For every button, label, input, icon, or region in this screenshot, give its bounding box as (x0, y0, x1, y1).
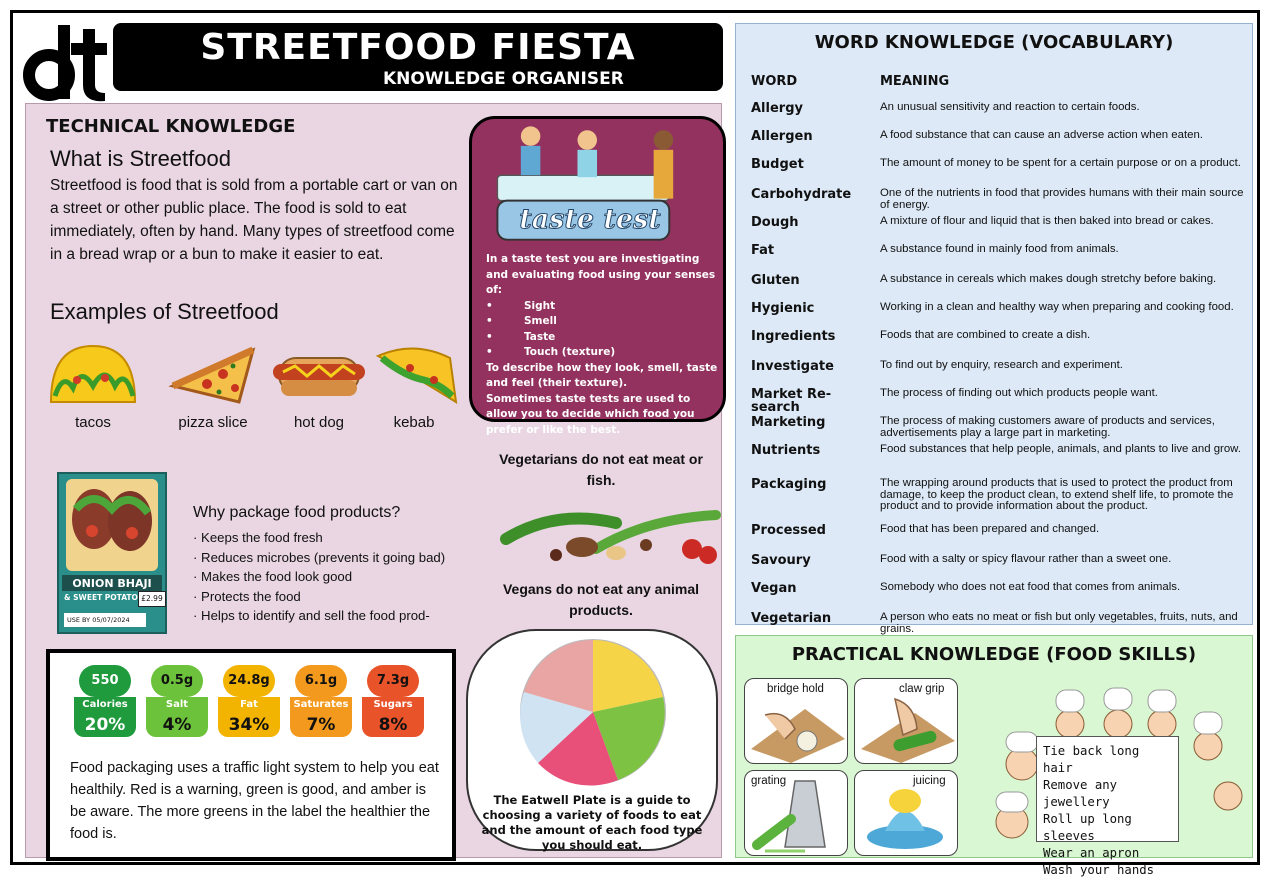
traffic-value: 7.3g (367, 665, 419, 697)
vegetarian-text: Vegetarians do not eat meat or fish. (499, 451, 703, 488)
traffic-value: 24.8g (223, 665, 275, 697)
vocab-word: Savoury (751, 553, 811, 568)
table-row (736, 360, 1252, 389)
technical-heading: TECHNICAL KNOWLEDGE (46, 116, 296, 137)
taste-test-banner: taste test (519, 204, 661, 235)
vocabulary-panel (735, 23, 1253, 635)
table-row (736, 102, 1252, 131)
table-row (736, 554, 1252, 583)
example-label: hot dog (293, 414, 345, 431)
list-item: Roll up long sleeves (1043, 812, 1132, 843)
eatwell-plate-icon (498, 637, 688, 787)
vocab-word: Vegetarian (751, 611, 832, 626)
vocab-meaning: The wrapping around products that is used to protect the product from damage, to keep the product clean, to extend shelf life, to promote the product and to provide information about the product. (880, 477, 1234, 513)
vocab-meaning: An unusual sensitivity and reaction to certain foods. (880, 101, 1140, 113)
traffic-value: 0.5g (151, 665, 203, 697)
vocab-meaning: The amount of money to be spent for a certain purpose or on a product. (880, 157, 1241, 169)
taste-test-intro: In a taste test you are investigating and evaluating food using your senses of: (486, 253, 716, 296)
vocab-column-word: WORD (751, 74, 798, 89)
package-product: ONION BHAJI (72, 577, 152, 590)
vocab-meaning: A mixture of flour and liquid that is then baked into bread or cakes. (880, 215, 1214, 227)
table-row (736, 388, 1252, 417)
example-label: tacos (75, 414, 111, 431)
traffic-name: Sugars (362, 697, 424, 713)
vocab-meaning: The process of making customers aware of products and services, advertisements play a large part in marketing. (880, 415, 1215, 439)
taste-test-box (469, 116, 726, 436)
package-use-by: USE BY 05/07/2024 (64, 613, 146, 627)
traffic-item-saturates (290, 665, 352, 737)
vocab-column-meaning: MEANING (880, 74, 950, 89)
table-row (736, 188, 1252, 217)
example-hot-dog (264, 336, 374, 431)
vocab-word: Investigate (751, 359, 834, 374)
vocab-word: Processed (751, 523, 826, 538)
list-item: • Taste (486, 330, 718, 346)
traffic-percent: 8% (362, 713, 424, 737)
why-package-list (193, 528, 445, 626)
examples-heading: Examples of Streetfood (50, 299, 279, 324)
vocab-word: Carbohydrate (751, 187, 852, 202)
vocab-meaning: Food substances that help people, animals, and plants to live and grow. (880, 443, 1241, 455)
skill-label: juicing (913, 775, 946, 787)
vocab-meaning: A food substance that can cause an adverse action when eaten. (880, 129, 1203, 141)
list-item: · Protects the food (193, 588, 301, 604)
vocab-word: Market Re-search (751, 387, 832, 415)
list-item: · Helps to identify and sell the food prod- (193, 608, 430, 623)
title-bar (113, 23, 723, 91)
practical-panel (735, 635, 1253, 877)
table-row (736, 524, 1252, 553)
traffic-percent: 20% (74, 713, 136, 737)
eatwell-plate-box (466, 629, 718, 851)
traffic-item-fat (218, 665, 280, 737)
vocab-word: Budget (751, 157, 804, 172)
table-row (736, 216, 1252, 245)
traffic-name: Calories (74, 697, 136, 713)
skill-label: bridge hold (767, 683, 824, 695)
traffic-value: 550 (79, 665, 131, 697)
vegan-text: Vegans do not eat any animal products. (502, 581, 700, 618)
kebab-icon (364, 336, 464, 408)
example-kebab (359, 336, 469, 431)
vocab-meaning: A person who eats no meat or fish but only vegetables, fruits, nuts, and grains. (880, 611, 1238, 635)
taste-test-text (486, 252, 718, 438)
traffic-value: 6.1g (295, 665, 347, 697)
eatwell-plate-text: The Eatwell Plate is a guide to choosing a variety of foods to eat and the amount of each food type you should eat. (481, 793, 703, 852)
vocabulary-title: WORD KNOWLEDGE (VOCABULARY) (814, 32, 1174, 53)
list-item: • Smell (486, 314, 718, 330)
table-row (736, 330, 1252, 359)
what-is-streetfood-heading: What is Streetfood (50, 146, 231, 171)
table-row (736, 444, 1252, 473)
list-item: · Keeps the food fresh (193, 530, 323, 545)
hygiene-rules-sign (1036, 736, 1179, 877)
vocab-word: Fat (751, 243, 775, 258)
vocab-word: Allergy (751, 101, 803, 116)
vocab-meaning: Food with a salty or spicy flavour rather than a sweet one. (880, 553, 1172, 565)
pizza-slice-icon (163, 336, 263, 408)
skill-claw-grip (854, 678, 958, 764)
list-item: • Touch (texture) (486, 345, 718, 361)
table-row (736, 130, 1252, 159)
skill-label: grating (751, 775, 787, 787)
example-pizza (158, 336, 268, 431)
skill-juicing (854, 770, 958, 856)
taste-test-p2: To describe how they look, smell, taste and feel (their texture). (486, 361, 718, 389)
list-item: Wear an apron (1043, 846, 1140, 860)
skill-grating (744, 770, 848, 856)
technical-panel (25, 103, 722, 858)
table-row (736, 158, 1252, 187)
table-row (736, 274, 1252, 303)
vocab-meaning: The process of finding out which products people want. (880, 387, 1158, 399)
practical-title: PRACTICAL KNOWLEDGE (FOOD SKILLS) (791, 644, 1197, 665)
list-item: · Makes the food look good (193, 569, 353, 584)
vocab-meaning: Working in a clean and healthy way when preparing and cooking food. (880, 301, 1234, 313)
page-subtitle: KNOWLEDGE ORGANISER (383, 69, 624, 89)
traffic-name: Fat (218, 697, 280, 713)
skill-bridge-hold (744, 678, 848, 764)
package-price: £2.99 (138, 591, 166, 607)
dt-logo (25, 23, 109, 103)
traffic-percent: 4% (146, 713, 208, 737)
page-frame (10, 10, 1260, 877)
vocab-meaning: A substance in cereals which makes dough stretchy before baking. (880, 273, 1217, 285)
vocab-meaning: A substance found in mainly food from animals. (880, 243, 1119, 255)
traffic-name: Salt (146, 697, 208, 713)
traffic-name: Saturates (290, 697, 352, 713)
senses-list (486, 299, 718, 361)
hot-dog-icon (269, 336, 369, 408)
example-tacos (38, 336, 148, 431)
example-label: pizza slice (178, 414, 248, 431)
package-product-sub: & SWEET POTATO (64, 593, 138, 602)
traffic-item-salt (146, 665, 208, 737)
vocab-word: Gluten (751, 273, 800, 288)
vocab-word: Marketing (751, 415, 826, 430)
taste-test-p3: Sometimes taste tests are used to allow you to decide which food you prefer or like the best. (486, 392, 695, 436)
traffic-light-label-box (46, 649, 456, 861)
traffic-percent: 7% (290, 713, 352, 737)
vocab-word: Allergen (751, 129, 813, 144)
vocab-word: Dough (751, 215, 799, 230)
example-label: kebab (393, 414, 435, 431)
traffic-light-text: Food packaging uses a traffic light system to help you eat healthily. Red is a warning, green is good, and amber is be aware. The more greens in the label the healthier the food is. (70, 760, 439, 842)
list-item: · Reduces microbes (prevents it going bad) (193, 549, 446, 565)
vocab-meaning: Somebody who does not eat food that comes from animals. (880, 581, 1181, 593)
table-row (736, 416, 1252, 445)
list-item: Remove any jewellery (1043, 778, 1118, 809)
table-row (736, 244, 1252, 273)
table-row (736, 477, 1252, 513)
vocab-word: Ingredients (751, 329, 836, 344)
list-item: • Sight (486, 299, 718, 315)
why-package-title: Why package food products? (193, 504, 401, 521)
taco-icon (43, 336, 143, 408)
page-title: STREETFOOD FIESTA (200, 27, 636, 68)
vocab-word: Hygienic (751, 301, 815, 316)
vegetables-illustration (496, 489, 726, 569)
skill-label: claw grip (899, 683, 945, 695)
vocab-word: Vegan (751, 581, 797, 596)
traffic-item-calories (74, 665, 136, 737)
list-item: Wash your hands (1043, 863, 1155, 877)
vocab-meaning: One of the nutrients in food that provides humans with their main source of energy. (880, 187, 1244, 211)
vocab-meaning: Food that has been prepared and changed. (880, 523, 1100, 535)
vocab-word: Nutrients (751, 443, 821, 458)
list-item: Tie back long hair (1043, 744, 1140, 775)
vocab-meaning: To find out by enquiry, research and experiment. (880, 359, 1123, 371)
traffic-item-sugars (362, 665, 424, 737)
vocab-meaning: Foods that are combined to create a dish. (880, 329, 1091, 341)
table-row (736, 302, 1252, 331)
vocab-word: Packaging (751, 477, 827, 492)
what-is-streetfood-text: Streetfood is food that is sold from a portable cart or van on a street or other public place. The food is sold to eat immediately, often by hand. Many types of streetfood come in a bread wrap or a bun to make it easier to eat. (50, 177, 458, 263)
onion-bhaji-package (52, 469, 172, 639)
table-row (736, 582, 1252, 611)
traffic-percent: 34% (218, 713, 280, 737)
